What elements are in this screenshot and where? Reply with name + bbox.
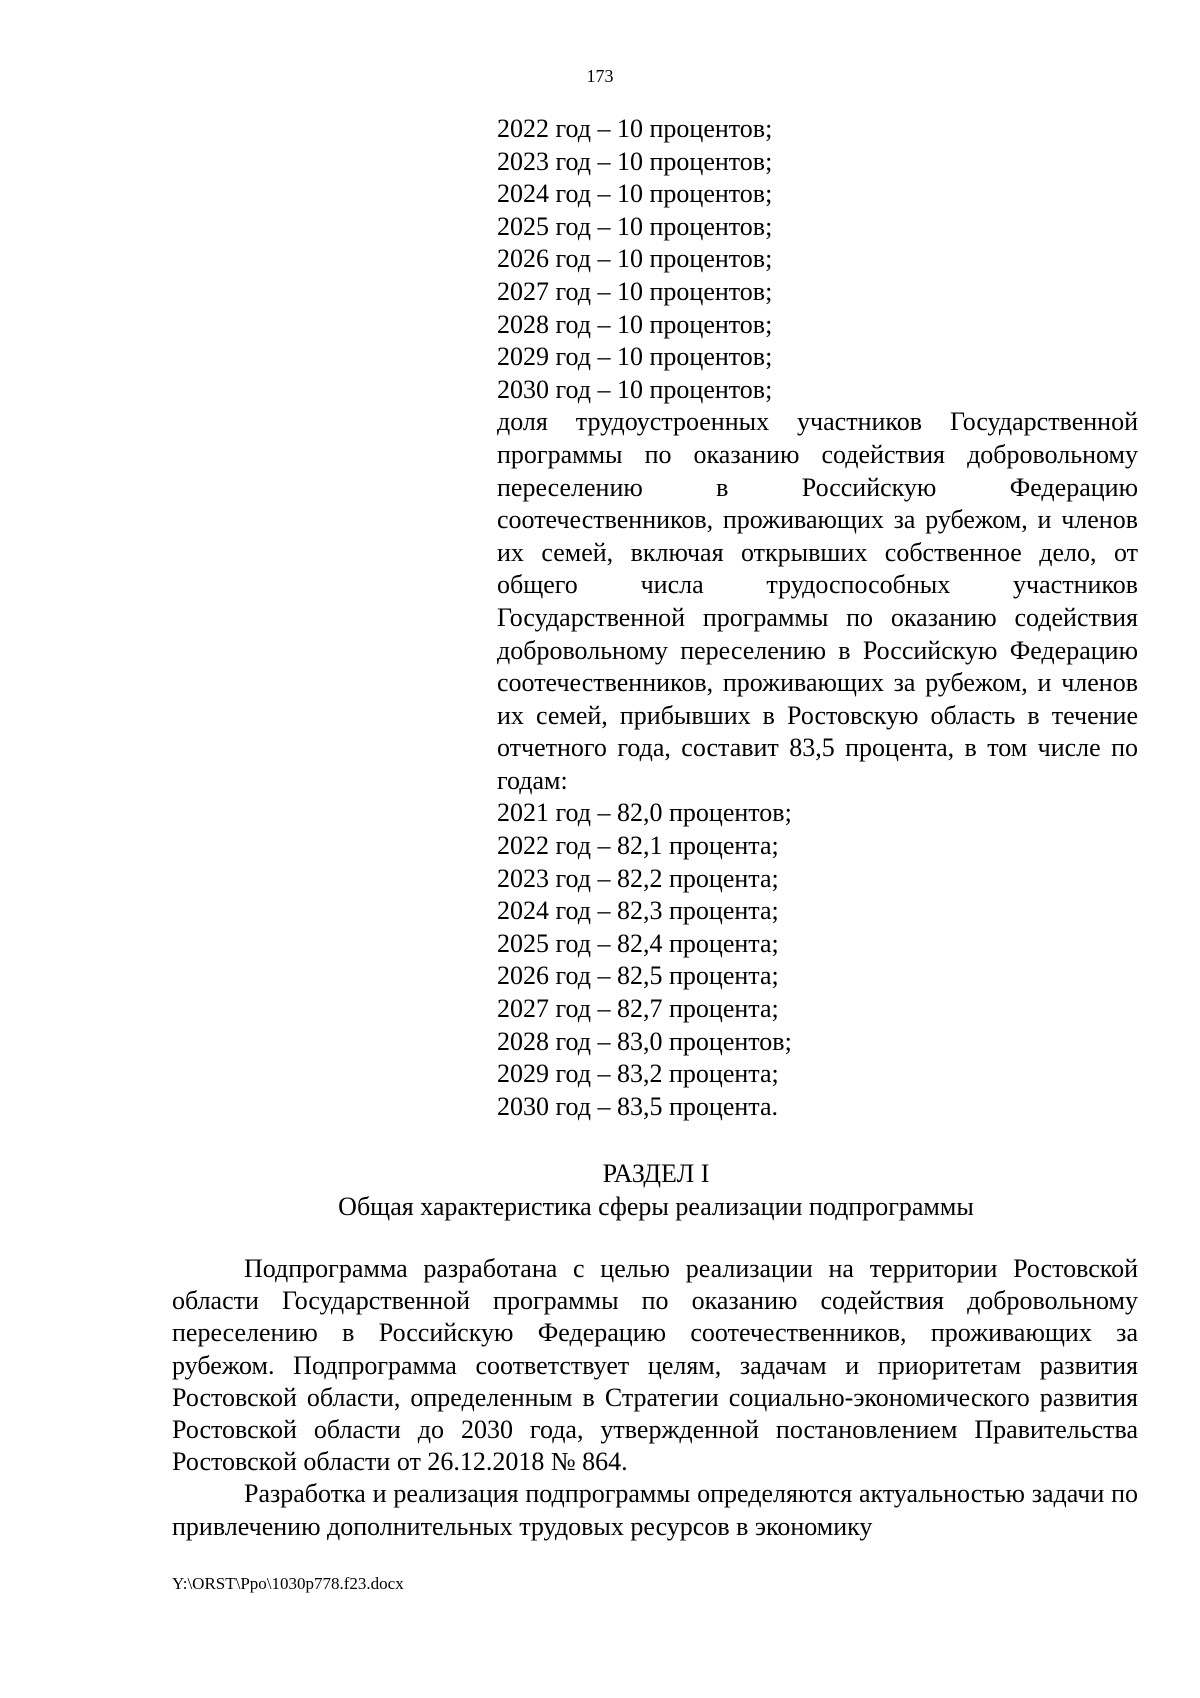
indicator-paragraph: доля трудоустроенных участников Государственной программы по оказанию содействия добровольному переселению в Российскую Федерацию соотечественников, проживающих за рубежом, и членов их семей, включая открывших собственное дело, от общего числа трудоспособных участников Государственной программы по оказанию содействия добровольному переселению в Российскую Федерацию соотечественников, проживающих за рубежом, и членов их семей, прибывших в Ростовскую область в течение отчетного года, составит 83,5 процента, в том числе по годам:	[497, 407, 1138, 795]
year-line: 2027 год – 82,7 процента;	[497, 994, 779, 1024]
year-line: 2026 год – 82,5 процента;	[497, 961, 779, 991]
year-line: 2029 год – 10 процентов;	[497, 342, 773, 372]
year-line: 2027 год – 10 процентов;	[497, 276, 773, 306]
year-line: 2030 год – 10 процентов;	[497, 374, 773, 404]
section-label: РАЗДЕЛ I	[602, 1159, 710, 1188]
body-text	[172, 1253, 1138, 1543]
indicator-block	[497, 113, 1138, 1123]
year-line: 2021 год – 82,0 процентов;	[497, 798, 792, 828]
year-line: 2023 год – 10 процентов;	[497, 146, 773, 176]
body-paragraph: Разработка и реализация подпрограммы определяются актуальностью задачи по привлечению дополнительных трудовых ресурсов в экономику	[172, 1479, 1138, 1541]
year-line: 2026 год – 10 процентов;	[497, 244, 773, 274]
year-line: 2024 год – 82,3 процента;	[497, 896, 779, 926]
year-line: 2025 год – 10 процентов;	[497, 211, 773, 241]
body-paragraph: Подпрограмма разработана с целью реализации на территории Ростовской области Государственной программы по оказанию содействия добровольному переселению в Российскую Федерацию соотечественников, проживающих за рубежом. Подпрограмма соответствует целям, задачам и приоритетам развития Ростовской области, определенным в Стратегии социально-экономического развития Ростовской области до 2030 года, утвержденной постановлением Правительства Ростовской области от 26.12.2018 № 864.	[172, 1254, 1138, 1477]
year-line: 2030 год – 83,5 процента.	[497, 1091, 778, 1121]
year-line: 2028 год – 83,0 процентов;	[497, 1026, 792, 1056]
year-line: 2022 год – 10 процентов;	[497, 114, 773, 143]
year-line: 2022 год – 82,1 процента;	[497, 831, 779, 861]
footer-file-path: Y:\ORST\Ppo\1030p778.f23.docx	[172, 1574, 404, 1593]
year-line: 2024 год – 10 процентов;	[497, 179, 773, 209]
year-line: 2023 год – 82,2 процента;	[497, 863, 779, 893]
page-number: 173	[586, 66, 614, 86]
section-title: Общая характеристика сферы реализации подпрограммы	[338, 1192, 974, 1221]
year-line: 2029 год – 83,2 процента;	[497, 1059, 779, 1089]
year-line: 2025 год – 82,4 процента;	[497, 928, 779, 958]
year-line: 2028 год – 10 процентов;	[497, 309, 773, 339]
